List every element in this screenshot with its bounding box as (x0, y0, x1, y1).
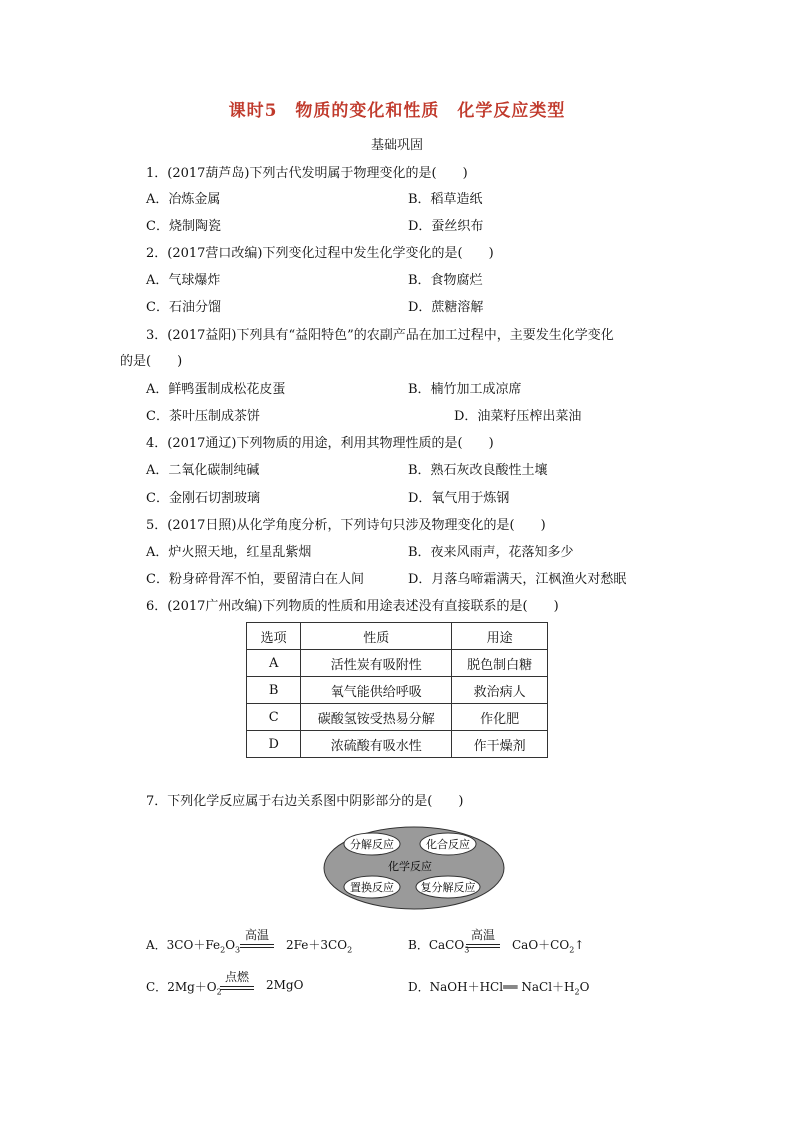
equation-text: O (225, 938, 236, 952)
condition-line (240, 947, 274, 948)
reaction-type-diagram (322, 825, 506, 911)
equation-reactants: NaOH＋HCl (429, 980, 504, 994)
diagram-label-center: 化学反应 (388, 860, 432, 873)
equation-c-condition (220, 968, 254, 990)
question-3-option-a[interactable]: A．鲜鸭蛋制成松花皮蛋 (146, 382, 286, 397)
subscript: 3 (235, 945, 241, 955)
question-1-option-b[interactable]: B．稻草造纸 (408, 192, 483, 207)
question-4-option-a[interactable]: A．二氧化碳制纯碱 (146, 463, 260, 478)
question-5-option-b[interactable]: B．夜来风雨声，花落知多少 (408, 545, 574, 560)
table-cell: 浓硫酸有吸水性 (301, 731, 452, 758)
table-header-row (247, 623, 548, 650)
condition-text: 点燃 (224, 970, 249, 984)
option-label: A． (146, 938, 167, 952)
question-2-option-c[interactable]: C．石油分馏 (146, 300, 221, 315)
question-5-stem: 5．(2017日照)从化学角度分析，下列诗句只涉及物理变化的是( ) (146, 518, 546, 533)
equation-a-condition (240, 926, 274, 948)
diagram-label-double-decomposition: 复分解反应 (420, 881, 476, 894)
question-1-option-a[interactable]: A．冶炼金属 (146, 192, 221, 207)
properties-table (246, 622, 548, 758)
question-4-option-b[interactable]: B．熟石灰改良酸性土壤 (408, 463, 548, 478)
equation-equals: ══ (503, 980, 518, 994)
table-cell: A (247, 650, 301, 677)
question-3-option-c[interactable]: C．茶叶压制成茶饼 (146, 409, 260, 424)
question-3-stem-cont: 的是( ) (120, 354, 183, 369)
section-heading: 基础巩固 (370, 138, 423, 153)
question-4-stem: 4．(2017通辽)下列物质的用途，利用其物理性质的是( ) (146, 436, 494, 451)
table-cell: 救治病人 (452, 677, 548, 704)
equation-reactants: 2Mg＋O (167, 980, 217, 994)
option-label: D． (408, 980, 430, 994)
equation-products-text: 2Fe＋3CO (286, 938, 348, 952)
table-header-cell: 性质 (301, 623, 452, 650)
equation-reactants: 3CO＋Fe (166, 938, 221, 952)
question-5-option-d[interactable]: D．月落乌啼霜满天，江枫渔火对愁眠 (408, 572, 627, 587)
subscript: 2 (347, 945, 353, 955)
page-title: 课时5 物质的变化和性质 化学反应类型 (228, 101, 566, 121)
equation-c-products: 2MgO (266, 978, 304, 992)
equation-option-a[interactable] (146, 936, 240, 954)
question-1-option-d[interactable]: D．蚕丝织布 (408, 219, 484, 234)
table-row (247, 677, 548, 704)
question-2-option-b[interactable]: B．食物腐烂 (408, 273, 483, 288)
condition-line (466, 944, 500, 945)
table-cell: 碳酸氢铵受热易分解 (301, 704, 452, 731)
table-cell: C (247, 704, 301, 731)
equation-reactants: CaCO (428, 938, 465, 952)
equation-products-text: CaO＋CO (512, 938, 570, 952)
diagram-label-replacement: 置换反应 (350, 881, 394, 894)
question-5-option-a[interactable]: A．炉火照天地，红星乱紫烟 (146, 545, 312, 560)
equation-option-b[interactable] (408, 936, 469, 954)
condition-text: 高温 (244, 928, 269, 942)
diagram-label-decomposition: 分解反应 (350, 838, 394, 851)
question-1-stem: 1．(2017葫芦岛)下列古代发明属于物理变化的是( ) (146, 166, 468, 181)
condition-text: 高温 (470, 928, 495, 942)
subscript: 2 (569, 945, 575, 955)
question-3-option-d[interactable]: D．油菜籽压榨出菜油 (454, 409, 582, 424)
question-1-option-c[interactable]: C．烧制陶瓷 (146, 219, 221, 234)
question-3-option-b[interactable]: B．楠竹加工成凉席 (408, 382, 522, 397)
subscript: 2 (220, 945, 226, 955)
table-row (247, 650, 548, 677)
table-cell: 作干燥剂 (452, 731, 548, 758)
condition-line (466, 947, 500, 948)
equation-b-products (512, 936, 584, 954)
diagram-label-combination: 化合反应 (426, 838, 470, 851)
question-6-stem: 6．(2017广州改编)下列物质的性质和用途表述没有直接联系的是( ) (146, 599, 559, 614)
question-4-option-d[interactable]: D．氧气用于炼钢 (408, 491, 510, 506)
table-cell: 脱色制白糖 (452, 650, 548, 677)
equation-b-condition (466, 926, 500, 948)
table-header-cell: 用途 (452, 623, 548, 650)
table-row (247, 731, 548, 758)
condition-line (240, 944, 274, 945)
subscript: 3 (464, 945, 470, 955)
equation-option-c[interactable] (146, 978, 222, 996)
table-row (247, 704, 548, 731)
condition-line (220, 986, 254, 987)
table-cell: 作化肥 (452, 704, 548, 731)
table-cell: 氧气能供给呼吸 (301, 677, 452, 704)
question-3-stem: 3．(2017益阳)下列具有“益阳特色”的农副产品在加工过程中，主要发生化学变化 (146, 328, 614, 343)
subscript: 2 (574, 987, 580, 997)
table-cell: 活性炭有吸附性 (301, 650, 452, 677)
table-cell: D (247, 731, 301, 758)
gas-arrow-icon: ↑ (574, 938, 585, 952)
question-4-option-c[interactable]: C．金刚石切割玻璃 (146, 491, 260, 506)
question-2-stem: 2．(2017营口改编)下列变化过程中发生化学变化的是( ) (146, 246, 494, 261)
equation-a-products (286, 936, 352, 954)
table-header-cell: 选项 (247, 623, 301, 650)
question-2-option-a[interactable]: A．气球爆炸 (146, 273, 221, 288)
option-label: C． (146, 980, 168, 994)
equation-option-d[interactable] (408, 978, 589, 996)
condition-line (220, 989, 254, 990)
question-2-option-d[interactable]: D．蔗糖溶解 (408, 300, 484, 315)
table-cell: B (247, 677, 301, 704)
question-7-stem: 7．下列化学反应属于右边关系图中阴影部分的是( ) (146, 794, 464, 809)
option-label: B． (408, 938, 429, 952)
equation-text: O (579, 980, 590, 994)
equation-products-text: NaCl＋H (521, 980, 575, 994)
subscript: 2 (216, 987, 222, 997)
question-5-option-c[interactable]: C．粉身碎骨浑不怕，要留清白在人间 (146, 572, 364, 587)
